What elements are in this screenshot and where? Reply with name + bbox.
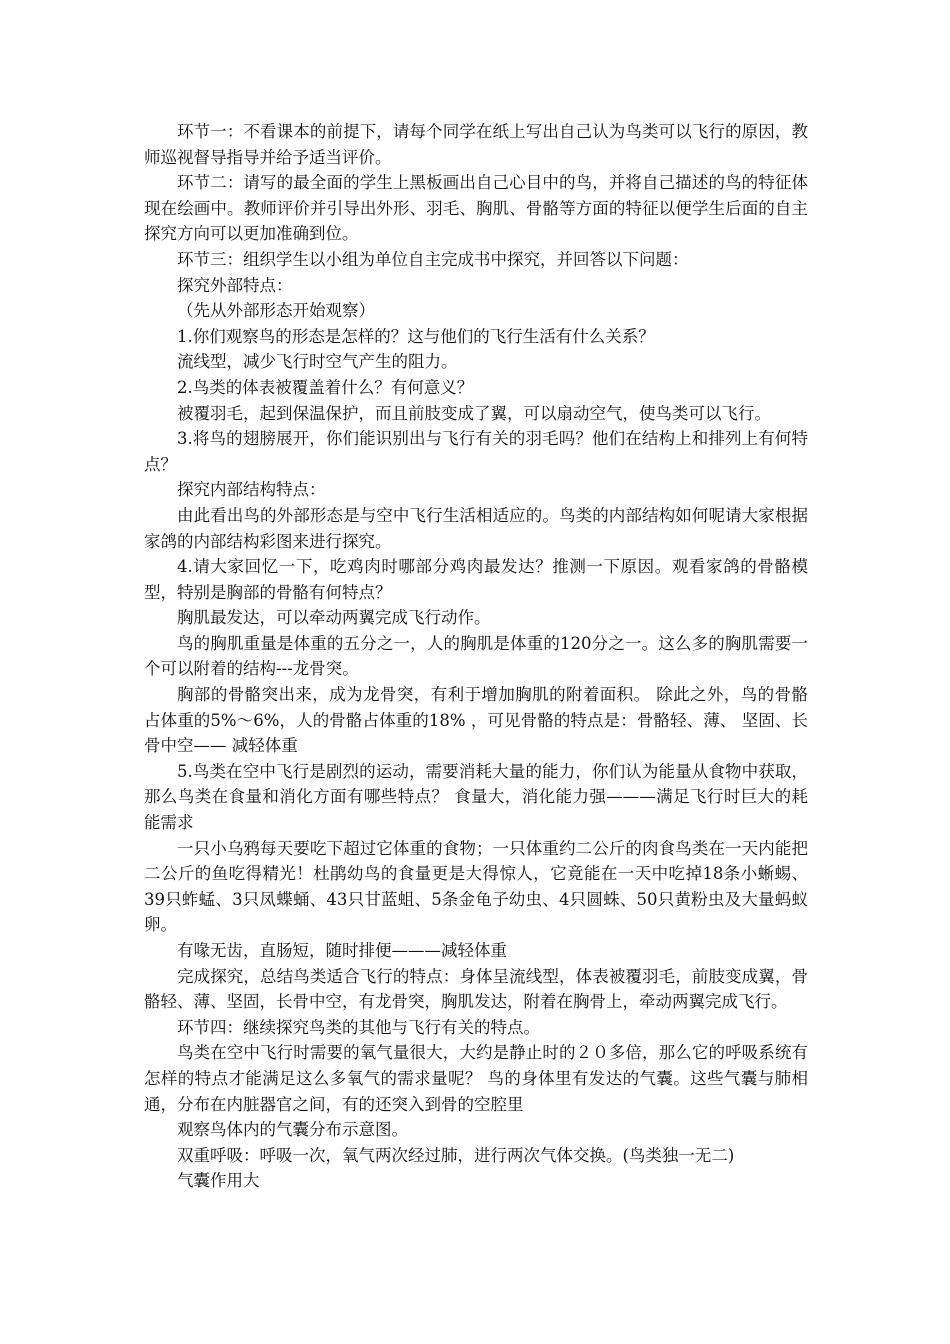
answer-2: 被覆羽毛，起到保温保护，而且前肢变成了翼，可以扇动空气，使鸟类可以飞行。 xyxy=(177,403,771,423)
paragraph-step-two: 环节二：请写的最全面的学生上黑板画出自己心目中的鸟，并将自己描述的鸟的特征体现在绘画中。教师评价并引导出外形、羽毛、胸肌、骨骼等方面的特征以便学生后面的自主探究方向可以更加准确到位。 xyxy=(144,173,808,244)
answer-4: 胸肌最发达，可以牵动两翼完成飞行动作。 xyxy=(177,608,491,628)
heading-external-features: 探究外部特点： xyxy=(177,275,293,295)
question-1: 1.你们观察鸟的形态是怎样的？这与他们的飞行生活有什么关系？ xyxy=(177,326,655,346)
question-4: 4.请大家回忆一下，吃鸡肉时哪部分鸡肉最发达？推测一下原因。观看家鸽的骨骼模型，特别是胸部的骨骼有何特点？ xyxy=(144,557,808,602)
heading-internal-structure: 探究内部结构特点： xyxy=(177,480,326,500)
paragraph-chest-muscle: 鸟的胸肌重量是体重的五分之一，人的胸肌是体重的120分之一。这么多的胸肌需要一个可以附着的结构---龙骨突。 xyxy=(144,633,808,679)
paragraph-skeleton: 胸部的骨骼突出来，成为龙骨突，有利于增加胸肌的附着面积。 除此之外，鸟的骨骼占体重的5%～6%，人的骨骼占体重的18% ，可见骨骼的特点是：骨骼轻、薄、 坚固、长骨中空—— 减轻体重 xyxy=(144,685,808,756)
document-body xyxy=(144,119,808,1194)
answer-1: 流线型，减少飞行时空气产生的阻力。 xyxy=(177,352,458,372)
paragraph-food-examples: 一只小乌鸦每天要吃下超过它体重的食物；一只体重约二公斤的肉食鸟类在一天内能把二公斤的鱼吃得精光！杜鹃幼鸟的食量更是大得惊人，它竟能在一天中吃掉18条小蜥蜴、39只蚱蜢、3只凤蝶蛹、43只甘蓝蛆、5条金龟子幼虫、4只圆蛛、50只黄粉虫及大量蚂蚁卵。 xyxy=(144,838,808,935)
paragraph-digestion: 有喙无齿，直肠短，随时排便———减轻体重 xyxy=(177,941,507,960)
paragraph-internal-intro: 由此看出鸟的外部形态是与空中飞行生活相适应的。鸟类的内部结构如何呢请大家根据家鸽的内部结构彩图来进行探究。 xyxy=(144,505,808,551)
paragraph-step-three: 环节三：组织学生以小组为单位自主完成书中探究，并回答以下问题： xyxy=(177,249,689,269)
paragraph-step-one: 环节一：不看课本的前提下，请每个同学在纸上写出自己认为鸟类可以飞行的原因，教师巡视督导指导并给予适当评价。 xyxy=(144,122,808,167)
question-5: 5.鸟类在空中飞行是剧烈的运动，需要消耗大量的能力，你们认为能量从食物中获取，那么鸟类在食量和消化方面有哪些特点？ 食量大，消化能力强———满足飞行时巨大的耗能需求 xyxy=(144,761,808,833)
paragraph-double-respiration: 双重呼吸：呼吸一次，氧气两次经过肺，进行两次气体交换。(鸟类独一无二) xyxy=(177,1145,735,1165)
paragraph-step-four: 环节四：继续探究鸟类的其他与飞行有关的特点。 xyxy=(177,1017,540,1037)
question-3: 3.将鸟的翅膀展开，你们能识别出与飞行有关的羽毛吗？他们在结构上和排列上有何特点？ xyxy=(144,429,808,474)
question-2: 2.鸟类的体表被覆盖着什么？有何意义？ xyxy=(177,377,474,397)
paragraph-air-sac-role: 气囊作用大 xyxy=(177,1171,260,1191)
paragraph-summary: 完成探究，总结鸟类适合飞行的特点：身体呈流线型，体表被覆羽毛，前肢变成翼，骨骼轻、薄、坚固，长骨中空，有龙骨突，胸肌发达，附着在胸骨上，牵动两翼完成飞行。 xyxy=(144,966,808,1012)
paragraph-respiration: 鸟类在空中飞行时需要的氧气量很大，大约是静止时的２０多倍，那么它的呼吸系统有怎样的特点才能满足这么多氧气的需求量呢？ 鸟的身体里有发达的气囊。这些气囊与肺相通，分布在内脏器官之间，有的还突入到骨的空腔里 xyxy=(144,1043,808,1114)
paragraph-air-sac-diagram: 观察鸟体内的气囊分布示意图。 xyxy=(177,1120,408,1140)
paragraph-observe-external: （先从外部形态开始观察） xyxy=(177,301,375,321)
